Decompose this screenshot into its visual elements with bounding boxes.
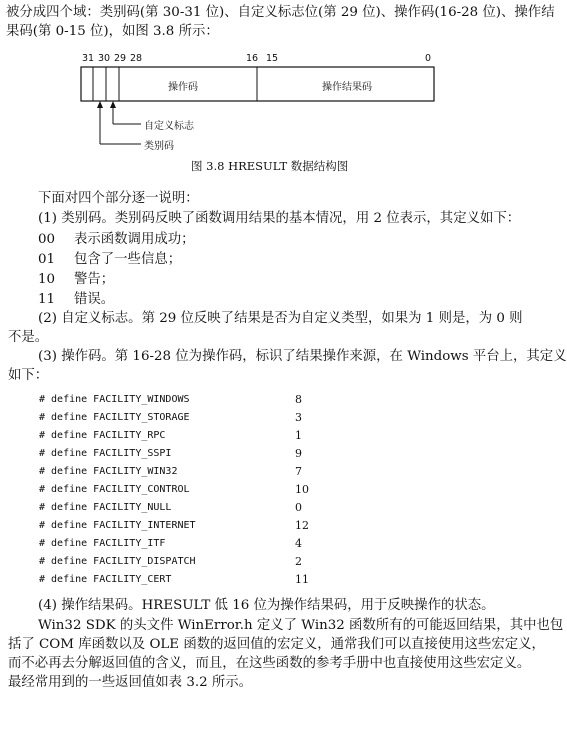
define-value: 12 bbox=[295, 519, 309, 532]
field-label-facility: 操作码 bbox=[168, 82, 198, 93]
bit-label-29: 29 bbox=[114, 53, 127, 64]
define-name: # define FACILITY_SSPI bbox=[39, 448, 172, 459]
paragraph-winerror-4: 最经常用到的一些返回值如表 3.2 所示。 bbox=[8, 675, 253, 690]
severity-code-00: 00 bbox=[38, 232, 56, 247]
define-name: # define FACILITY_WINDOWS bbox=[39, 394, 190, 405]
severity-code-10: 10 bbox=[38, 272, 56, 287]
define-name: # define FACILITY_CERT bbox=[39, 574, 172, 585]
define-value: 1 bbox=[295, 429, 302, 442]
severity-desc-00: 表示函数调用成功； bbox=[74, 232, 195, 247]
custom-flag-arrowhead bbox=[110, 101, 116, 108]
lead-sentence: 下面对四个部分逐一说明： bbox=[38, 191, 199, 206]
callout-severity: 类别码 bbox=[144, 141, 174, 152]
intro-line-2: 果码(第 0-15 位)，如图 3.8 所示： bbox=[6, 24, 219, 39]
field-label-code: 操作结果码 bbox=[322, 82, 372, 93]
bit-label-0: 0 bbox=[425, 53, 432, 64]
paragraph-severity: (1) 类别码。类别码反映了函数调用结果的基本情况，用 2 位表示，其定义如下： bbox=[38, 211, 521, 226]
paragraph-custom-flag-1: (2) 自定义标志。第 29 位反映了结果是否为自定义类型，如果为 1 则是，为 0 则 bbox=[38, 311, 523, 326]
paragraph-code: (4) 操作结果码。HRESULT 低 16 位为操作结果码，用于反映操作的状态。 bbox=[38, 598, 495, 613]
paragraph-custom-flag-2: 不是。 bbox=[8, 330, 49, 345]
severity-code-01: 01 bbox=[38, 252, 56, 267]
paragraph-winerror-2: 括了 COM 库函数以及 OLE 函数的返回值的宏定义，通常我们可以直接使用这些宏定义， bbox=[8, 637, 545, 652]
define-value: 0 bbox=[295, 501, 302, 514]
define-name: # define FACILITY_CONTROL bbox=[39, 484, 190, 495]
bit-label-28: 28 bbox=[130, 53, 143, 64]
define-name: # define FACILITY_DISPATCH bbox=[39, 556, 196, 567]
bit-label-16: 16 bbox=[246, 53, 259, 64]
intro-line-1: 被分成四个域：类别码(第 30-31 位)、自定义标志位(第 29 位)、操作码(16-28 位)、操作结 bbox=[6, 5, 555, 20]
bit-label-15: 15 bbox=[266, 53, 279, 64]
define-name: # define FACILITY_STORAGE bbox=[39, 412, 190, 423]
severity-desc-01: 包含了一些信息； bbox=[74, 252, 182, 267]
paragraph-winerror-1: Win32 SDK 的头文件 WinError.h 定义了 Win32 函数所有的可能返回结果，其中也包 bbox=[38, 618, 564, 633]
paragraph-facility-1: (3) 操作码。第 16-28 位为操作码，标识了结果操作来源，在 Windows 平台上，其定义 bbox=[38, 349, 567, 364]
figure-caption: 图 3.8 HRESULT 数据结构图 bbox=[191, 159, 349, 173]
define-value: 8 bbox=[295, 393, 302, 406]
define-value: 7 bbox=[295, 465, 302, 478]
define-value: 10 bbox=[295, 483, 309, 496]
hresult-structure-diagram bbox=[0, 0, 513, 175]
paragraph-facility-2: 如下： bbox=[8, 368, 49, 383]
define-value: 11 bbox=[295, 573, 309, 586]
paragraph-winerror-3: 而不必再去分解返回值的含义，而且，在这些函数的参考手册中也直接使用这些宏定义。 bbox=[8, 656, 531, 671]
define-name: # define FACILITY_INTERNET bbox=[39, 520, 196, 531]
define-name: # define FACILITY_ITF bbox=[39, 538, 166, 549]
severity-desc-11: 错误。 bbox=[74, 292, 115, 307]
severity-desc-10: 警告； bbox=[74, 272, 115, 287]
callout-custom-flag: 自定义标志 bbox=[144, 121, 194, 132]
define-value: 2 bbox=[295, 555, 302, 568]
severity-code-11: 11 bbox=[38, 292, 56, 307]
define-value: 4 bbox=[295, 537, 302, 550]
define-name: # define FACILITY_NULL bbox=[39, 502, 172, 513]
severity-arrowhead bbox=[97, 101, 103, 108]
define-name: # define FACILITY_RPC bbox=[39, 430, 166, 441]
define-name: # define FACILITY_WIN32 bbox=[39, 466, 178, 477]
bit-label-30: 30 bbox=[98, 53, 111, 64]
define-value: 3 bbox=[295, 411, 302, 424]
bit-label-31: 31 bbox=[82, 53, 95, 64]
define-value: 9 bbox=[295, 447, 302, 460]
